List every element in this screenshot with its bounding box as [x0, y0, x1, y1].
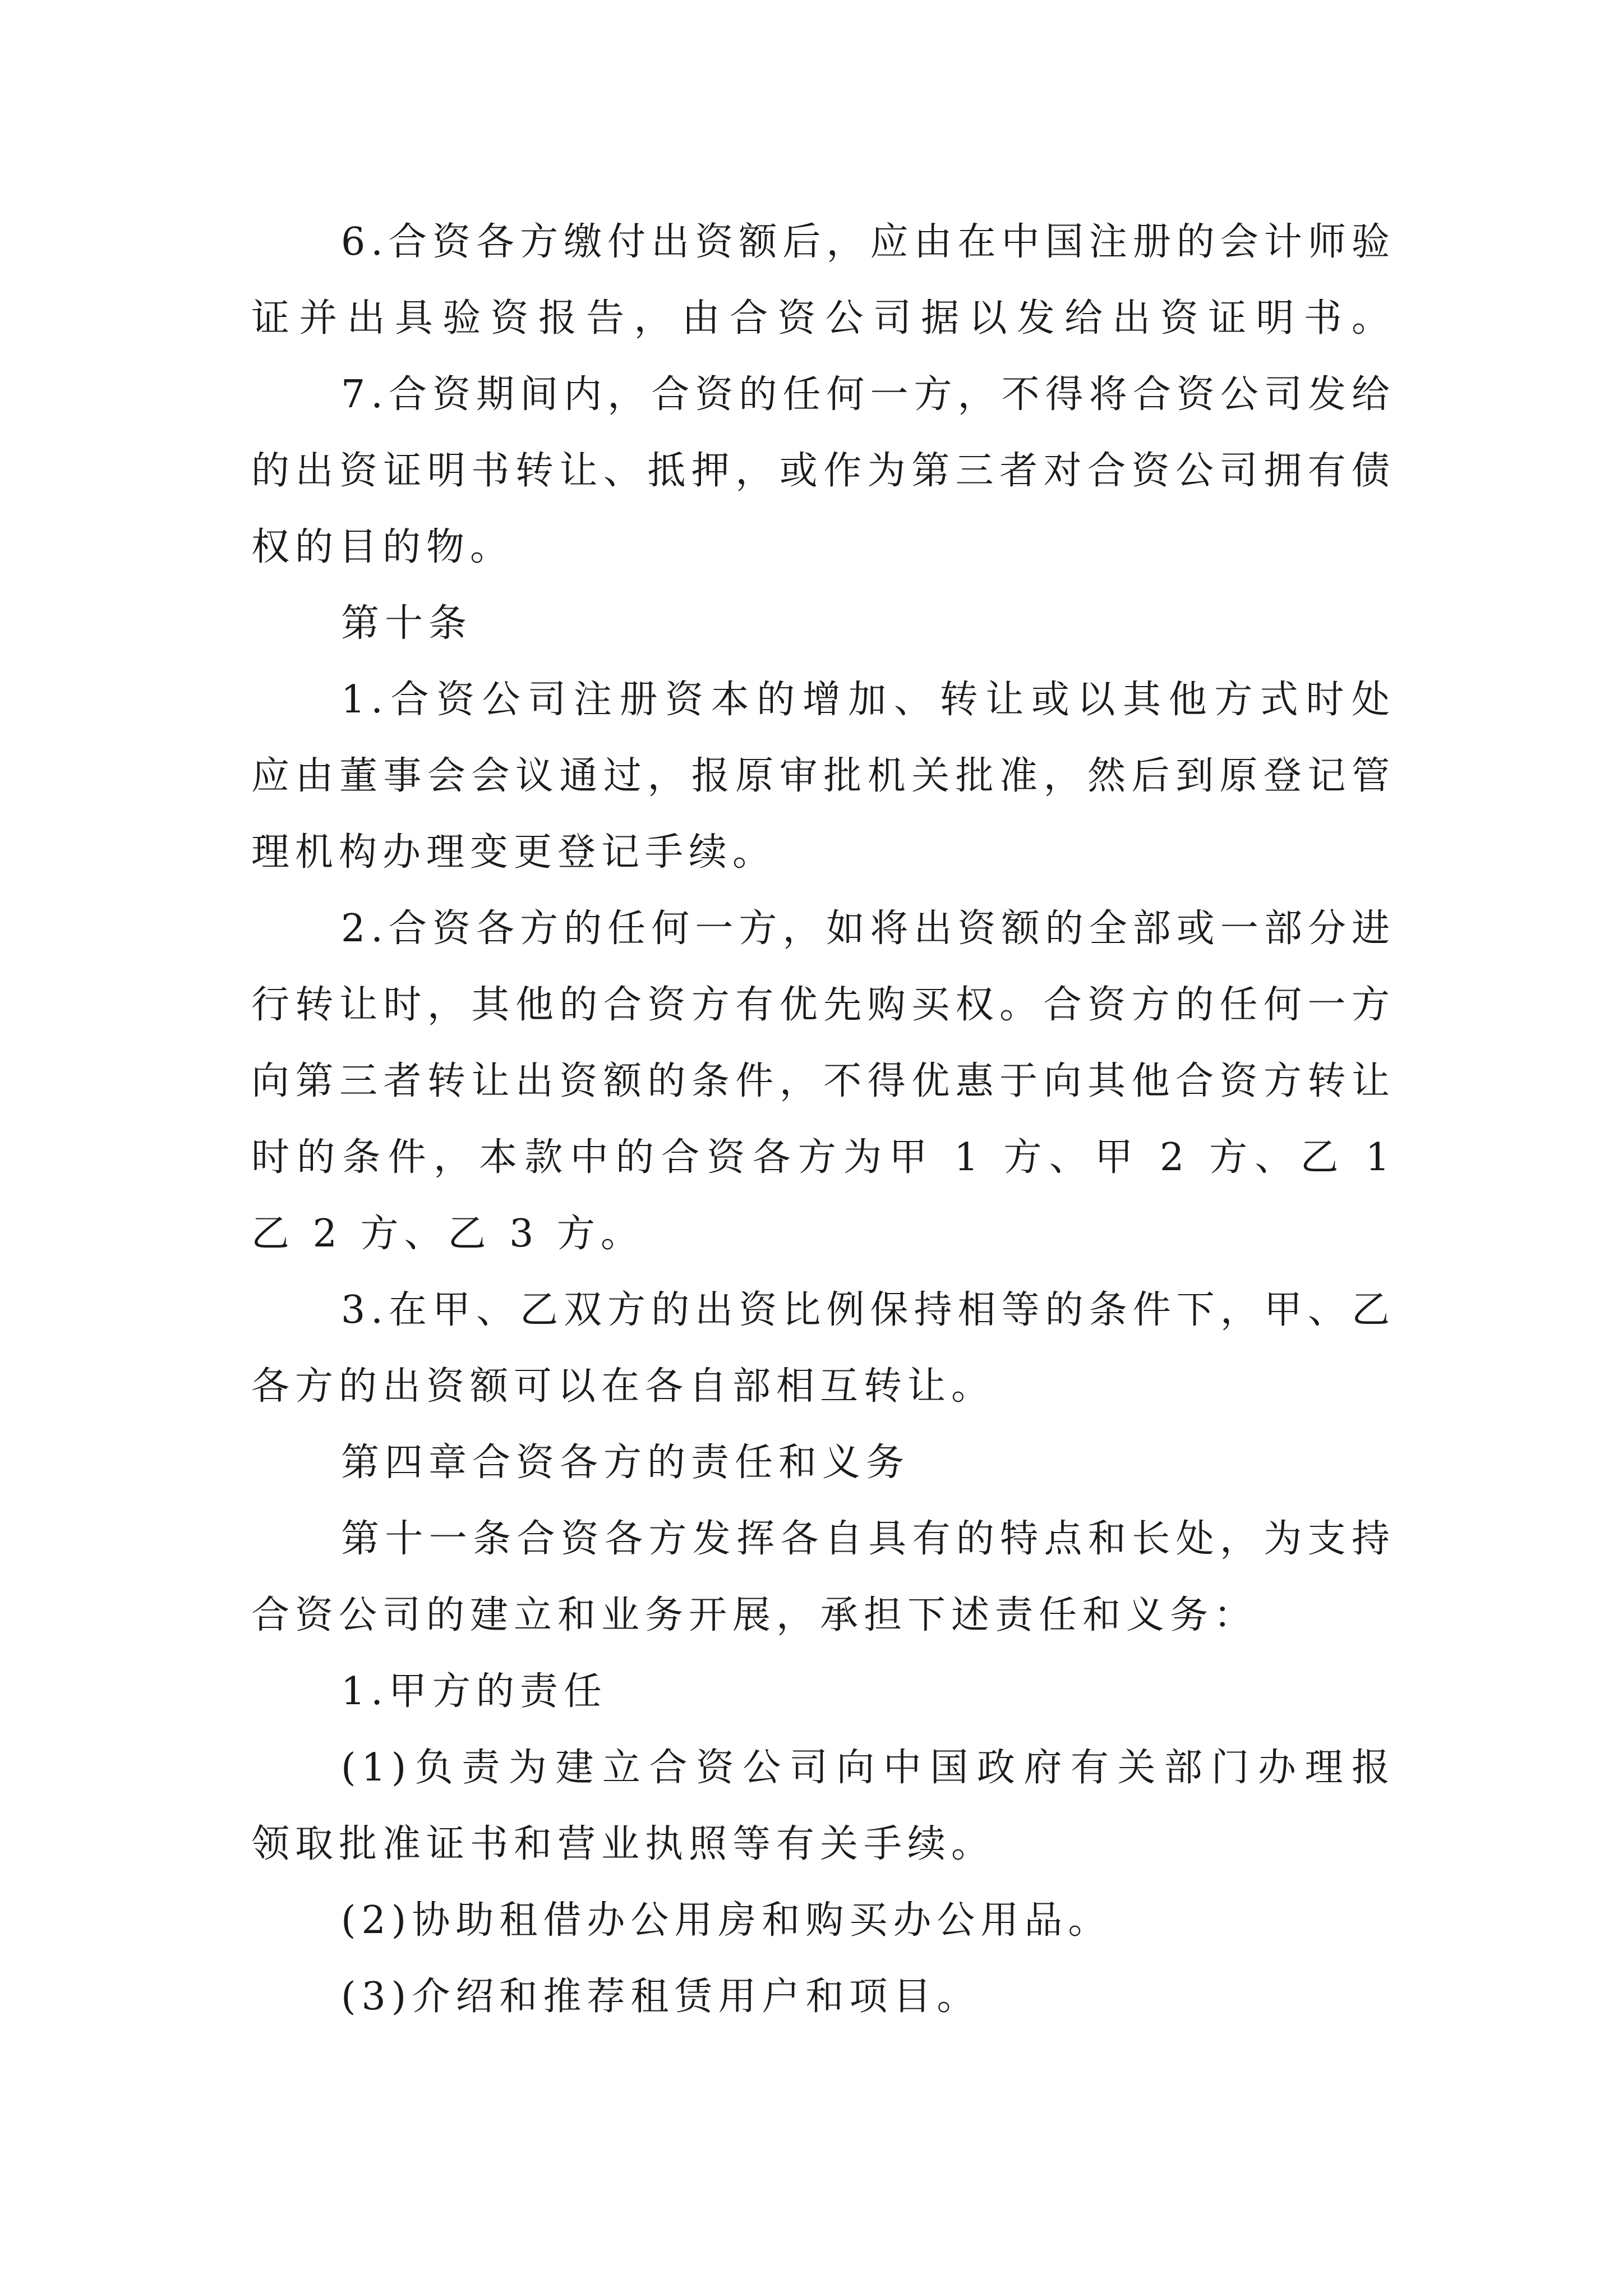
article-10-item-2-line-1: 2.合资各方的任何一方，如将出资额的全部或一部分进	[341, 907, 1395, 951]
article-11-line-2: 合资公司的建立和业务开展，承担下述责任和义务：	[251, 1593, 1258, 1637]
party-a-item-1-line-2: 领取批准证书和营业执照等有关手续。	[251, 1822, 995, 1866]
party-a-item-1-line-1: (1)负责为建立合资公司向中国政府有关部门办理报	[341, 1746, 1395, 1790]
chapter-4-heading: 第四章合资各方的责任和义务	[341, 1441, 910, 1485]
article-10-item-2-line-2: 行转让时，其他的合资方有优先购买权。合资方的任何一方	[251, 983, 1395, 1027]
article-10-item-2-line-4: 时的条件，本款中的合资各方为甲 1 方、甲 2 方、乙 1	[251, 1135, 1395, 1180]
paragraph-7-line-2: 的出资证明书转让、抵押，或作为第三者对合资公司拥有债	[251, 449, 1395, 493]
article-10-item-2-line-3: 向第三者转让出资额的条件，不得优惠于向其他合资方转让	[251, 1059, 1395, 1103]
party-a-item-2: (2)协助租借办公用房和购买办公用品。	[341, 1898, 1112, 1943]
paragraph-6-line-1: 6.合资各方缴付出资额后，应由在中国注册的会计师验	[341, 220, 1395, 264]
article-10-heading: 第十条	[341, 601, 473, 646]
paragraph-7-line-3: 权的目的物。	[251, 525, 514, 569]
article-10-item-3-line-1: 3.在甲、乙双方的出资比例保持相等的条件下，甲、乙	[341, 1288, 1395, 1332]
article-10-item-1-line-3: 理机构办理变更登记手续。	[251, 830, 777, 875]
article-10-item-1-line-2: 应由董事会会议通过，报原审批机关批准，然后到原登记管	[251, 754, 1395, 798]
article-11-line-1: 第十一条合资各方发挥各自具有的特点和长处，为支持	[341, 1517, 1395, 1561]
article-10-item-2-line-5: 乙 2 方、乙 3 方。	[251, 1212, 644, 1256]
party-a-item-3: (3)介绍和推荐租赁用户和项目。	[341, 1975, 981, 2019]
paragraph-7-line-1: 7.合资期间内，合资的任何一方，不得将合资公司发给	[341, 372, 1395, 417]
article-10-item-3-line-2: 各方的出资额可以在各自部相互转让。	[251, 1364, 995, 1409]
paragraph-6-line-2: 证并出具验资报告，由合资公司据以发给出资证明书。	[251, 296, 1395, 341]
article-10-item-1-line-1: 1.合资公司注册资本的增加、转让或以其他方式时处	[341, 678, 1395, 722]
party-a-responsibility-heading: 1.甲方的责任	[341, 1669, 607, 1714]
